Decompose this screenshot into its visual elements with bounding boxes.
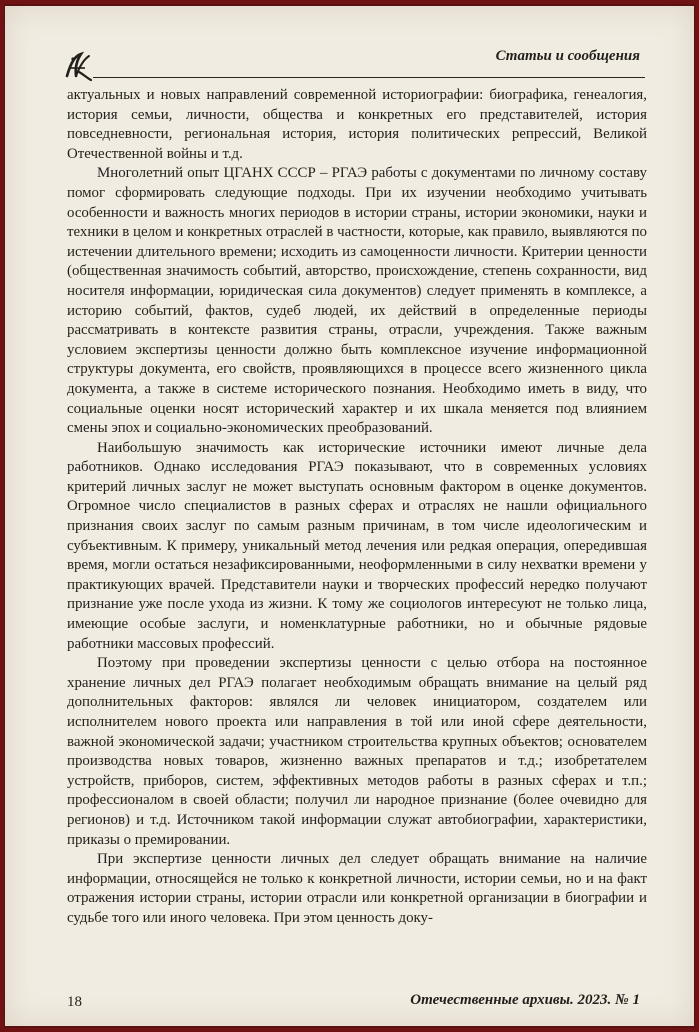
paragraph: актуальных и новых направлений современной историографии: биографика, генеалогия, история семьи, личности, общества и конкретных его представителей, история повседневности, региональная история, история политических репрессий, Великой Отечественной войны и т.д. — [67, 87, 647, 162]
article-body — [67, 86, 647, 929]
paragraph: При экспертизе ценности личных дел следует обращать внимание на наличие информации, относящейся не только к конкретной личности, истории семьи, но и на факт отражения истории страны, истории отрасли или конкретной организации в биографии и судьбе того или иного человека. При этом ценность доку- — [67, 851, 647, 926]
header-rule — [93, 77, 645, 78]
paragraph: Многолетний опыт ЦГАНХ СССР – РГАЭ работы с документами по личному составу помог сформировать следующие подходы. При их изучении необходимо учитывать особенности и важность многих периодов в истории страны, истории экономики, науки и техники в целом и конкретных отраслей в частности, которые, как правило, выявляются по истечении длительного времени; исходить из самоценности личности. Критерии ценности (общественная значимость событий, авторство, происхождение, степень сохранности, вид носителя информации, юридическая сила документов) следует применять в комплексе, а историю событий, фактов, судеб людей, их действий в определенные периоды рассматривать в контексте развития страны, отрасли, учреждения. Также важным условием экспертизы ценности должно быть комплексное изучение информационной структуры документа, его свойств, проявляющихся в процессе всего жизненного цикла документа, а также в системе исторического познания. Необходимо иметь в виду, что социальные оценки носят исторический характер и их шкала меняется под влиянием смены эпох и социально-экономических преобразований. — [67, 165, 647, 437]
paragraph: Поэтому при проведении экспертизы ценности с целью отбора на постоянное хранение личных дел РГАЭ полагает необходимым обращать внимание на целый ряд дополнительных факторов: являлся ли человек инициатором, создателем или исполнителем нового проекта или направления в той или иной сфере деятельности, важной экономической задачи; участником строительства крупных объектов; основателем производства новых товаров, жизненно важных препаратов и т.д.; изобретателем устройств, приборов, систем, эффективных методов работы в разных сферах и т.п.; профессионалом в своей области; получил ли народное признание (более очевидно для регионов) и т.д. Источником такой информации служат автобиографии, характеристики, приказы о премировании. — [67, 655, 647, 848]
paragraph: Наибольшую значимость как исторические источники имеют личные дела работников. Однако исследования РГАЭ показывают, что в современных условиях критерий личных заслуг не может выступать основным фактором в оценке документов. Огромное число специалистов в разных сферах и отраслях не нашли официального признания своих заслуг по самым разным причинам, в том числе идеологическим и субъективным. К примеру, уникальный метод лечения или редкая операция, опередившая время, могли остаться незафиксированными, неоформленными в силу нехватки времени у практикующих врачей. Представители науки и творческих профессий нередко получают признание уже после ухода из жизни. К тому же социологов интересуют не только лица, имеющие особые заслуги, и номенклатурные работники, но и обычные рядовые работники массовых профессий. — [67, 439, 647, 652]
journal-page — [5, 6, 694, 1026]
section-title: Статьи и сообщения — [495, 48, 640, 64]
journal-logo-icon — [61, 50, 95, 84]
page-number: 18 — [67, 994, 82, 1010]
journal-title: Отечественные архивы. 2023. № 1 — [410, 992, 640, 1008]
